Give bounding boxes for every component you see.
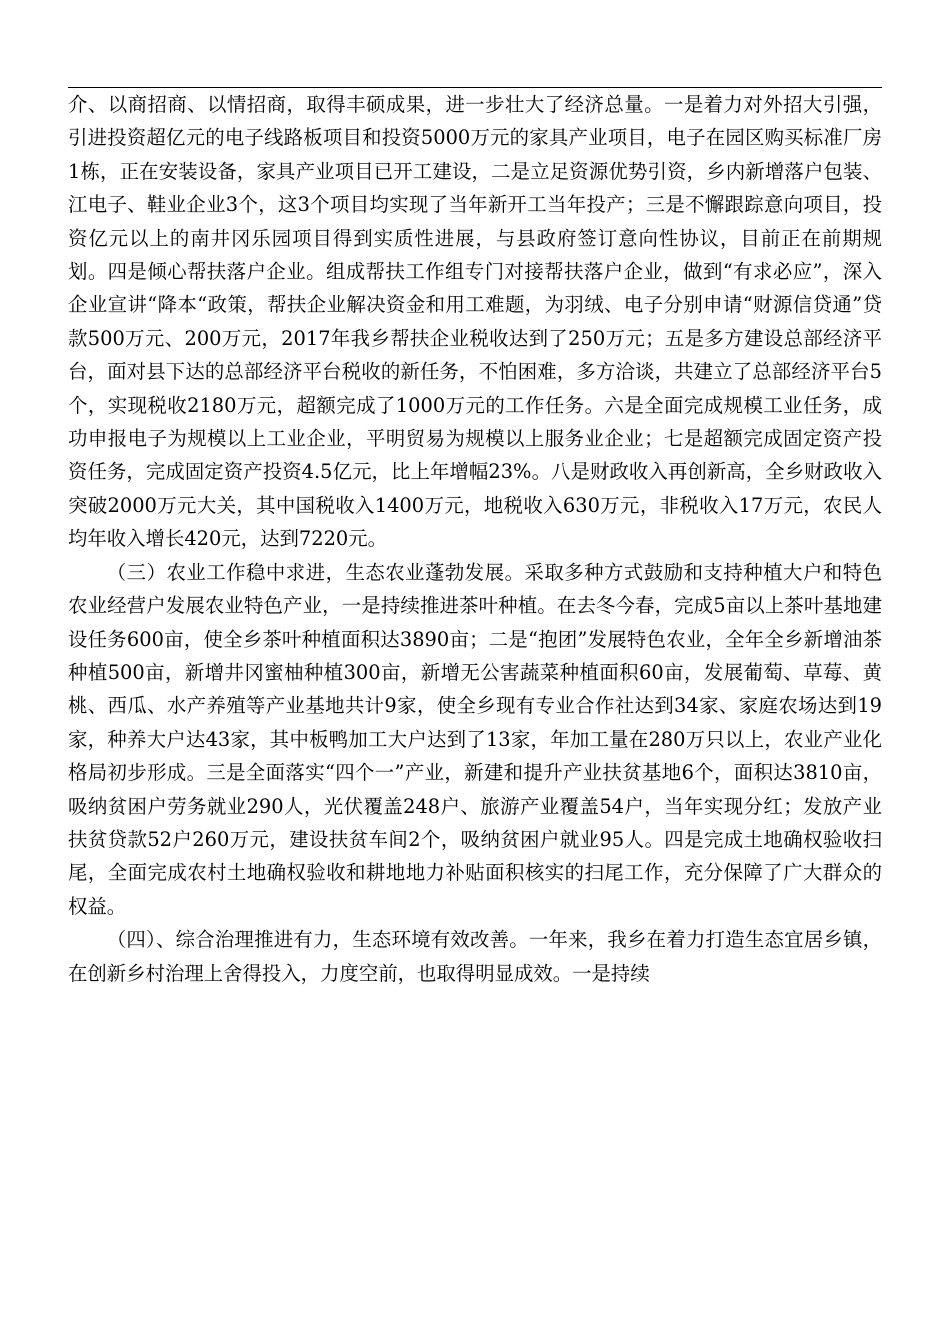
paragraph-governance: （四）、综合治理推进有力，生态环境有效改善。一年来，我乡在着力打造生态宜居乡镇，在创新乡村治理上舍得投入，力度空前，也取得明显成效。一是持续 — [68, 928, 882, 985]
document-body — [68, 88, 882, 990]
paragraph-continuation: 介、以商招商、以情招商，取得丰硕成果，进一步壮大了经济总量。一是着力对外招大引强，引进投资超亿元的电子线路板项目和投资5000万元的家具产业项目，电子在园区购买标准厂房1栋，正在安装设备，家具产业项目已开工建设，二是立足资源优势引资，乡内新增落户包装、江电子、鞋业企业3个，这3个项目均实现了当年新开工当年投产；三是不懈跟踪意向项目，投资亿元以上的南井冈乐园项目得到实质性进展，与县政府签订意向性协议，目前正在前期规划。四是倾心帮扶落户企业。组成帮扶工作组专门对接帮扶落户企业，做到“有求必应”，深入企业宣讲“降本“政策，帮扶企业解决资金和用工难题，为羽绒、电子分别申请“财源信贷通”贷款500万元、200万元，2017年我乡帮扶企业税收达到了250万元；五是多方建设总部经济平台，面对县下达的总部经济平台税收的新任务，不怕困难，多方洽谈，共建立了总部经济平台5个，实现税收2180万元，超额完成了1000万元的工作任务。六是全面完成规模工业任务，成功申报电子为规模以上工业企业，平明贸易为规模以上服务业企业；七是超额完成固定资产投资任务，完成固定资产投资4.5亿元，比上年增幅23%。八是财政收入再创新高，全乡财政收入突破2000万元大关，其中国税收入1400万元，地税收入630万元，非税收入17万元，农民人均年收入增长420元，达到7220元。 — [68, 93, 882, 551]
paragraph-agriculture: （三）农业工作稳中求进，生态农业蓬勃发展。采取多种方式鼓励和支持种植大户和特色农业经营户发展农业特色产业，一是持续推进茶叶种植。在去冬今春，完成5亩以上茶叶基地建设任务600亩，使全乡茶叶种植面积达3890亩；二是“抱团”发展特色农业，全年全乡新增油茶种植500亩，新增井冈蜜柚种植300亩，新增无公害蔬菜种植面积60亩，发展葡萄、草莓、黄桃、西瓜、水产养殖等产业基地共计9家，使全乡现有专业合作社达到34家、家庭农场达到19家，种养大户达43家，其中板鸭加工大户达到了13家，年加工量在280万只以上，农业产业化格局初步形成。三是全面落实“四个一”产业，新建和提升产业扶贫基地6个，面积达3810亩，吸纳贫困户劳务就业290人，光伏覆盖248户、旅游产业覆盖54户，当年实现分红；发放产业扶贫贷款52户260万元，建设扶贫车间2个，吸纳贫困户就业95人。四是完成土地确权验收扫尾，全面完成农村土地确权验收和耕地地力补贴面积核实的扫尾工作，充分保障了广大群众的权益。 — [68, 560, 882, 918]
